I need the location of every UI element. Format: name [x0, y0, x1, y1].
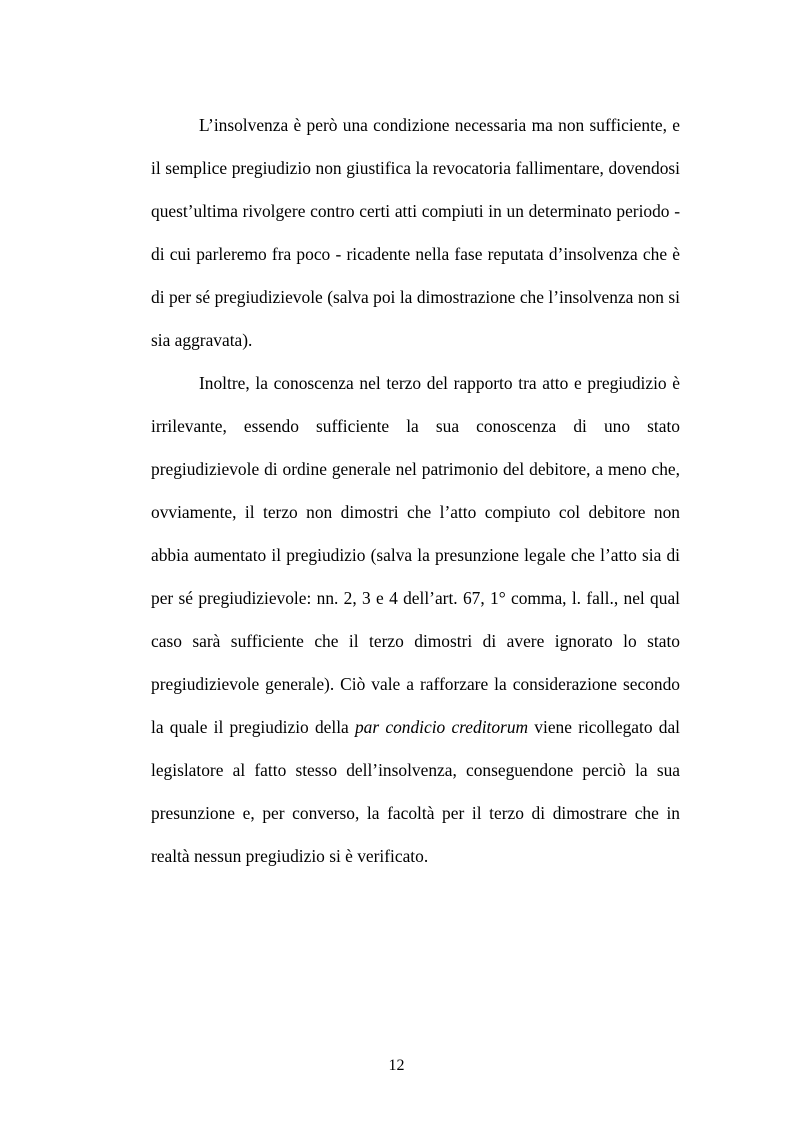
paragraph-1 — [151, 104, 680, 362]
page-number: 12 — [388, 1057, 405, 1074]
paragraph-2-text-a: Inoltre, la conoscenza nel terzo del rapporto tra atto e pregiudizio è irrilevante, essendo sufficiente la sua conoscenza di uno stato pregiudizievole di ordine generale nel patrimonio del debitore, a meno che, ovviamente, il terzo non dimostri che l’atto compiuto col debitore non abbia aumentato il pregiudizio (salva la presunzione legale che l’atto sia di per sé pregiudizievole: nn. 2, 3 e 4 dell’art. 67, 1° comma, l. fall., nel qual caso sarà sufficiente che il terzo dimostri di avere ignorato lo stato pregiudizievole generale). Ciò vale a rafforzare la considerazione secondo la quale il pregiudizio della — [151, 373, 680, 737]
paragraph-2-italic-term: par condicio creditorum — [354, 717, 529, 737]
paragraph-1-text: L’insolvenza è però una condizione necessaria ma non sufficiente, e il semplice pregiudizio non giustifica la revocatoria fallimentare, dovendosi quest’ultima rivolgere contro certi atti compiuti in un determinato periodo - di cui parleremo fra poco - ricadente nella fase reputata d’insolvenza che è di per sé pregiudizievole (salva poi la dimostrazione che l’insolvenza non si sia aggravata). — [151, 115, 680, 350]
paragraph-2 — [151, 362, 680, 878]
paragraph-2-text-b: viene ricollegato dal legislatore al fatto stesso dell’insolvenza, conseguendone perciò la sua presunzione e, per converso, la facoltà per il terzo di dimostrare che in realtà nessun pregiudizio si è verificato. — [151, 717, 681, 866]
body-text — [151, 104, 680, 878]
